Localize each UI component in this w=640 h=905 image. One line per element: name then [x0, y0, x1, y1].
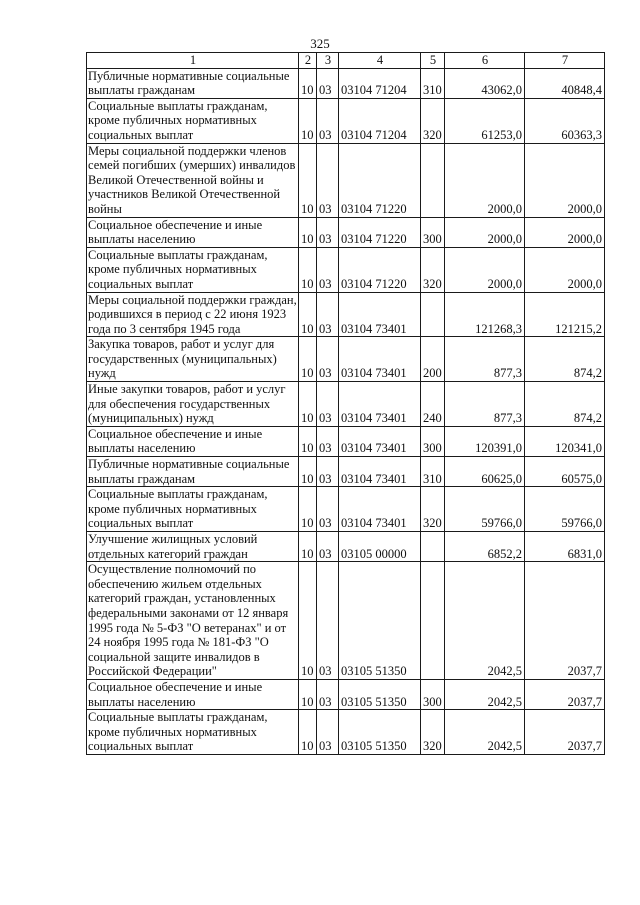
row-target-article-cell: 03104 73401 [339, 337, 421, 382]
row-name-cell: Социальные выплаты гражданам, кроме публичных нормативных социальных выплат [87, 710, 299, 755]
row-expense-type-cell: 320 [421, 710, 445, 755]
row-section-cell: 10 [299, 68, 317, 98]
header-cell: 5 [421, 53, 445, 69]
row-name-cell: Социальное обеспечение и иные выплаты населению [87, 217, 299, 247]
row-expense-type-cell: 240 [421, 382, 445, 427]
row-name-cell: Меры социальной поддержки граждан, родившихся в период с 22 июня 1923 года по 3 сентября 1945 года [88, 292, 297, 336]
row-subsection-cell: 03 [317, 68, 339, 98]
row-subsection-cell: 03 [317, 382, 339, 427]
row-expense-type-cell: 300 [421, 426, 445, 456]
row-subsection-cell: 03 [317, 532, 339, 562]
header-cell: 3 [317, 53, 339, 69]
row-target-article-cell: 03104 73401 [339, 457, 421, 487]
row-expense-type-cell: 300 [421, 217, 445, 247]
row-subsection-cell: 03 [317, 710, 339, 755]
row-name-cell: Меры социальной поддержки членов семей погибших (умерших) инвалидов Великой Отечественной войны и участников Великой Отечественной войны [87, 143, 299, 217]
row-expense-type-cell [421, 292, 445, 337]
row-amount-2-cell: 2000,0 [525, 247, 605, 292]
row-amount-2-cell: 2037,7 [525, 562, 605, 680]
row-amount-1-cell: 61253,0 [445, 98, 525, 143]
row-section-cell: 10 [299, 292, 317, 337]
table-row [87, 710, 605, 755]
row-subsection-cell: 03 [317, 679, 339, 709]
row-amount-1-cell: 2042,5 [445, 679, 525, 709]
row-target-article-cell: 03104 71220 [339, 143, 421, 217]
table-row [87, 217, 605, 247]
row-amount-2-cell: 874,2 [525, 382, 605, 427]
row-amount-2-cell: 2000,0 [525, 143, 605, 217]
header-cell: 1 [87, 53, 299, 69]
row-amount-2-cell: 2037,7 [525, 679, 605, 709]
row-amount-2-cell: 60575,0 [525, 457, 605, 487]
table-row [87, 457, 605, 487]
row-amount-2-cell: 59766,0 [525, 487, 605, 532]
row-section-cell: 10 [299, 217, 317, 247]
row-subsection-cell: 03 [317, 337, 339, 382]
row-amount-2-cell: 6831,0 [525, 532, 605, 562]
row-expense-type-cell: 310 [421, 457, 445, 487]
header-cell: 6 [445, 53, 525, 69]
row-name-cell: Осуществление полномочий по обеспечению жильем отдельных категорий граждан, установленных федеральными законами от 12 января 1995 года № 5-ФЗ "О ветеранах" и от 24 ноября 1995 года № 181-ФЗ "О социальной защите инвалидов в Российской Федерации" [87, 562, 299, 680]
header-cell: 7 [525, 53, 605, 69]
row-name-cell: Публичные нормативные социальные выплаты гражданам [87, 68, 299, 98]
row-name-cell: Социальные выплаты гражданам, кроме публичных нормативных социальных выплат [87, 487, 299, 532]
row-amount-1-cell: 120391,0 [445, 426, 525, 456]
header-cell: 4 [339, 53, 421, 69]
table-row [87, 68, 605, 98]
row-subsection-cell: 03 [317, 426, 339, 456]
row-amount-1-cell: 43062,0 [445, 68, 525, 98]
row-subsection-cell: 03 [317, 562, 339, 680]
row-amount-2-cell: 874,2 [525, 337, 605, 382]
row-section-cell: 10 [299, 487, 317, 532]
row-name-cell: Публичные нормативные социальные выплаты гражданам [87, 457, 299, 487]
row-amount-1-cell: 2000,0 [445, 247, 525, 292]
row-section-cell: 10 [299, 710, 317, 755]
table-row [87, 382, 605, 427]
row-amount-1-cell: 2042,5 [445, 710, 525, 755]
row-subsection-cell: 03 [317, 143, 339, 217]
row-section-cell: 10 [299, 562, 317, 680]
row-section-cell: 10 [299, 532, 317, 562]
row-target-article-cell: 03105 51350 [339, 562, 421, 680]
header-row [87, 53, 605, 69]
row-section-cell: 10 [299, 247, 317, 292]
row-amount-2-cell: 2000,0 [525, 217, 605, 247]
row-name-cell: Социальные выплаты гражданам, кроме публичных нормативных социальных выплат [87, 98, 299, 143]
row-name-cell: Улучшение жилищных условий отдельных категорий граждан [87, 532, 299, 562]
table-row [87, 292, 605, 337]
row-amount-2-cell: 121215,2 [525, 292, 605, 337]
row-expense-type-cell [421, 532, 445, 562]
row-amount-1-cell: 60625,0 [445, 457, 525, 487]
table-row [87, 487, 605, 532]
table-row [87, 98, 605, 143]
row-amount-1-cell: 877,3 [445, 337, 525, 382]
row-name-cell: Социальное обеспечение и иные выплаты населению [87, 679, 299, 709]
row-expense-type-cell: 320 [421, 487, 445, 532]
row-target-article-cell: 03105 51350 [339, 710, 421, 755]
row-expense-type-cell [421, 143, 445, 217]
row-subsection-cell: 03 [317, 292, 339, 337]
row-amount-1-cell: 2042,5 [445, 562, 525, 680]
row-section-cell: 10 [299, 382, 317, 427]
row-section-cell: 10 [299, 337, 317, 382]
row-target-article-cell: 03104 71204 [339, 68, 421, 98]
row-amount-1-cell: 121268,3 [445, 292, 525, 337]
row-name-cell: Социальное обеспечение и иные выплаты населению [87, 426, 299, 456]
row-subsection-cell: 03 [317, 457, 339, 487]
row-amount-2-cell: 60363,3 [525, 98, 605, 143]
row-target-article-cell: 03105 51350 [339, 679, 421, 709]
row-section-cell: 10 [299, 457, 317, 487]
row-name-cell: Закупка товаров, работ и услуг для государственных (муниципальных) нужд [87, 337, 299, 382]
table-row [87, 679, 605, 709]
row-target-article-cell: 03104 71204 [339, 98, 421, 143]
row-amount-1-cell: 6852,2 [445, 532, 525, 562]
table-row [87, 562, 605, 680]
table-row [87, 426, 605, 456]
budget-table-body [87, 53, 605, 755]
row-target-article-cell: 03104 73401 [339, 382, 421, 427]
row-section-cell: 10 [299, 98, 317, 143]
row-amount-1-cell: 59766,0 [445, 487, 525, 532]
row-subsection-cell: 03 [317, 247, 339, 292]
row-expense-type-cell: 320 [421, 98, 445, 143]
table-row [87, 143, 605, 217]
row-target-article-cell: 03104 71220 [339, 217, 421, 247]
row-section-cell: 10 [299, 143, 317, 217]
row-expense-type-cell [421, 562, 445, 680]
row-expense-type-cell: 200 [421, 337, 445, 382]
row-expense-type-cell: 310 [421, 68, 445, 98]
header-cell: 2 [299, 53, 317, 69]
row-amount-1-cell: 2000,0 [445, 143, 525, 217]
table-row [87, 337, 605, 382]
row-target-article-cell: 03104 73401 [339, 292, 421, 337]
table-row [87, 532, 605, 562]
row-expense-type-cell: 300 [421, 679, 445, 709]
page-number: 325 [310, 36, 330, 51]
row-target-article-cell: 03104 73401 [339, 487, 421, 532]
row-section-cell: 10 [299, 426, 317, 456]
row-name-cell: Иные закупки товаров, работ и услуг для обеспечения государственных (муниципальных) нужд [87, 382, 299, 427]
row-expense-type-cell: 320 [421, 247, 445, 292]
row-subsection-cell: 03 [317, 487, 339, 532]
row-target-article-cell: 03104 71220 [339, 247, 421, 292]
row-target-article-cell: 03104 73401 [339, 426, 421, 456]
budget-table [86, 52, 605, 755]
row-amount-1-cell: 2000,0 [445, 217, 525, 247]
row-section-cell: 10 [299, 679, 317, 709]
row-amount-2-cell: 40848,4 [525, 68, 605, 98]
row-target-article-cell: 03105 00000 [339, 532, 421, 562]
row-subsection-cell: 03 [317, 217, 339, 247]
table-row [87, 247, 605, 292]
row-amount-2-cell: 2037,7 [525, 710, 605, 755]
row-amount-1-cell: 877,3 [445, 382, 525, 427]
row-name-cell: Социальные выплаты гражданам, кроме публичных нормативных социальных выплат [87, 247, 299, 292]
row-subsection-cell: 03 [317, 98, 339, 143]
row-amount-2-cell: 120341,0 [525, 426, 605, 456]
